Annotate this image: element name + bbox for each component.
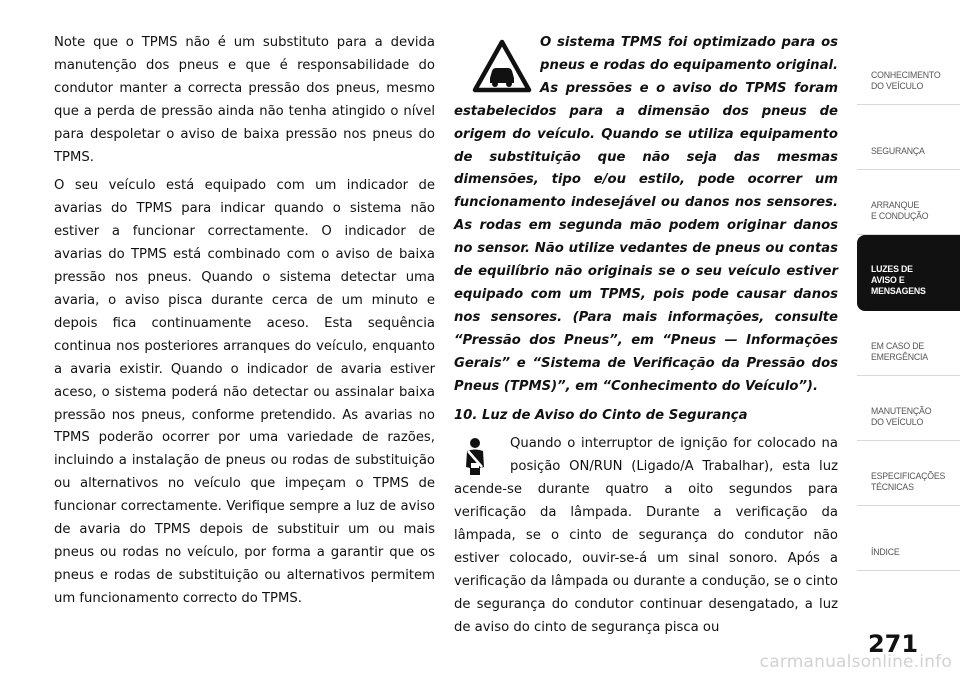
seatbelt-warning-icon <box>458 437 492 477</box>
sidebar-item-luzes-de-aviso[interactable] <box>857 235 960 311</box>
sidebar-item-conhecimento[interactable] <box>857 40 960 105</box>
sidebar-item-label: ARRANQUE E CONDUÇÃO <box>871 200 929 222</box>
sidebar-item-label: SEGURANÇA <box>871 146 925 157</box>
right-column <box>454 32 838 646</box>
sidebar-item-label: CONHECIMENTO DO VEÍCULO <box>871 70 941 92</box>
sidebar-item-emergencia[interactable] <box>857 311 960 376</box>
sidebar-item-label: ÍNDICE <box>871 547 900 558</box>
sidebar-item-seguranca[interactable] <box>857 105 960 170</box>
chapter-sidebar <box>857 40 960 620</box>
sidebar-item-indice[interactable] <box>857 506 960 571</box>
sidebar-item-arranque[interactable] <box>857 170 960 235</box>
sidebar-item-label: ESPECIFICAÇÕES TÉCNICAS <box>871 471 946 493</box>
watermark: carmanualsonline.info <box>759 652 952 672</box>
sidebar-item-label: EM CASO DE EMERGÊNCIA <box>871 341 928 363</box>
paragraph-tpms-maintenance: Note que o TPMS não é um substituto para a devida manutenção dos pneus e que é responsabilidade do condutor manter a correcta pressão dos pneus, mesmo que a perda de pressão ainda não tenha atingido o nível para despoletar o aviso de baixa pressão nos pneus do TPMS. <box>54 35 435 165</box>
warning-triangle-car-icon <box>472 38 532 94</box>
left-column <box>54 32 435 617</box>
warning-box <box>454 32 838 399</box>
sidebar-item-especificacoes[interactable] <box>857 441 960 506</box>
warning-text: O sistema TPMS foi optimizado para os pneus e rodas do equipamento original. As pressões e o aviso do TPMS foram estabelecidos para a dimensão dos pneus de origem do veículo. Quando se utiliza equipamento de substituição que não seja das mesmas dimensões, tipo e/ou estilo, pode ocorrer um funcionamento indesejável ou danos nos sensores. As rodas em segunda mão podem originar danos no sensor. Não utilize vedantes de pneus ou contas de equilíbrio não originais se o seu veículo estiver equipado com um TPMS, pois pode causar danos nos sensores. (Para mais informações, consulte “Pressão dos Pneus”, em “Pneus — Informações Gerais” e “Sistema de Verificação da Pressão dos Pneus (TPMS)”, em “Conhecimento do Veículo”). <box>454 35 838 394</box>
sidebar-item-label: LUZES DE AVISO E MENSAGENS <box>871 264 926 297</box>
seatbelt-paragraph: Quando o interruptor de ignição for colocado na posição ON/RUN (Ligado/A Trabalhar), esta luz acende-se durante quatro a oito segundos para verificação da lâmpada. Durante a verificação da lâmpada, se o cinto de segurança do condutor não estiver colocado, ouvir-se-á um sinal sonoro. Após a verificação da lâmpada ou durante a condução, se o cinto de segurança do condutor continuar desengatado, a luz de aviso do cinto de segurança pisca ou <box>454 436 838 635</box>
seatbelt-section <box>454 433 838 639</box>
paragraph-tpms-malfunction: O seu veículo está equipado com um indicador de avarias do TPMS para indicar quando o sistema não estiver a funcionar correctamente. O indicador de avarias do TPMS está combinado com o aviso de baixa pressão nos pneus. Quando o sistema detectar uma avaria, o aviso pisca durante cerca de um minuto e depois fica continuamente aceso. Esta sequência continua nos posteriores arranques do veículo, enquanto a avaria existir. Quando o indicador de avaria estiver aceso, o sistema poderá não detectar ou assinalar baixa pressão nos pneus, conforme pretendido. As avarias no TPMS poderão ocorrer por uma variedade de razões, incluindo a instalação de pneus ou rodas de substituição ou alternativos no veículo que impeçam o TPMS de funcionar correctamente. Verifique sempre a luz de aviso de avaria do TPMS depois de substituir um ou mais pneus ou rodas no veículo, por forma a garantir que os pneus e rodas de substituição ou alternativos permitem um funcionamento correcto do TPMS. <box>54 178 435 606</box>
page-number: 271 <box>867 630 919 658</box>
sidebar-item-manutencao[interactable] <box>857 376 960 441</box>
sidebar-item-label: MANUTENÇÃO DO VEÍCULO <box>871 406 932 428</box>
section-heading-seatbelt: 10. Luz de Aviso do Cinto de Segurança <box>454 407 748 423</box>
